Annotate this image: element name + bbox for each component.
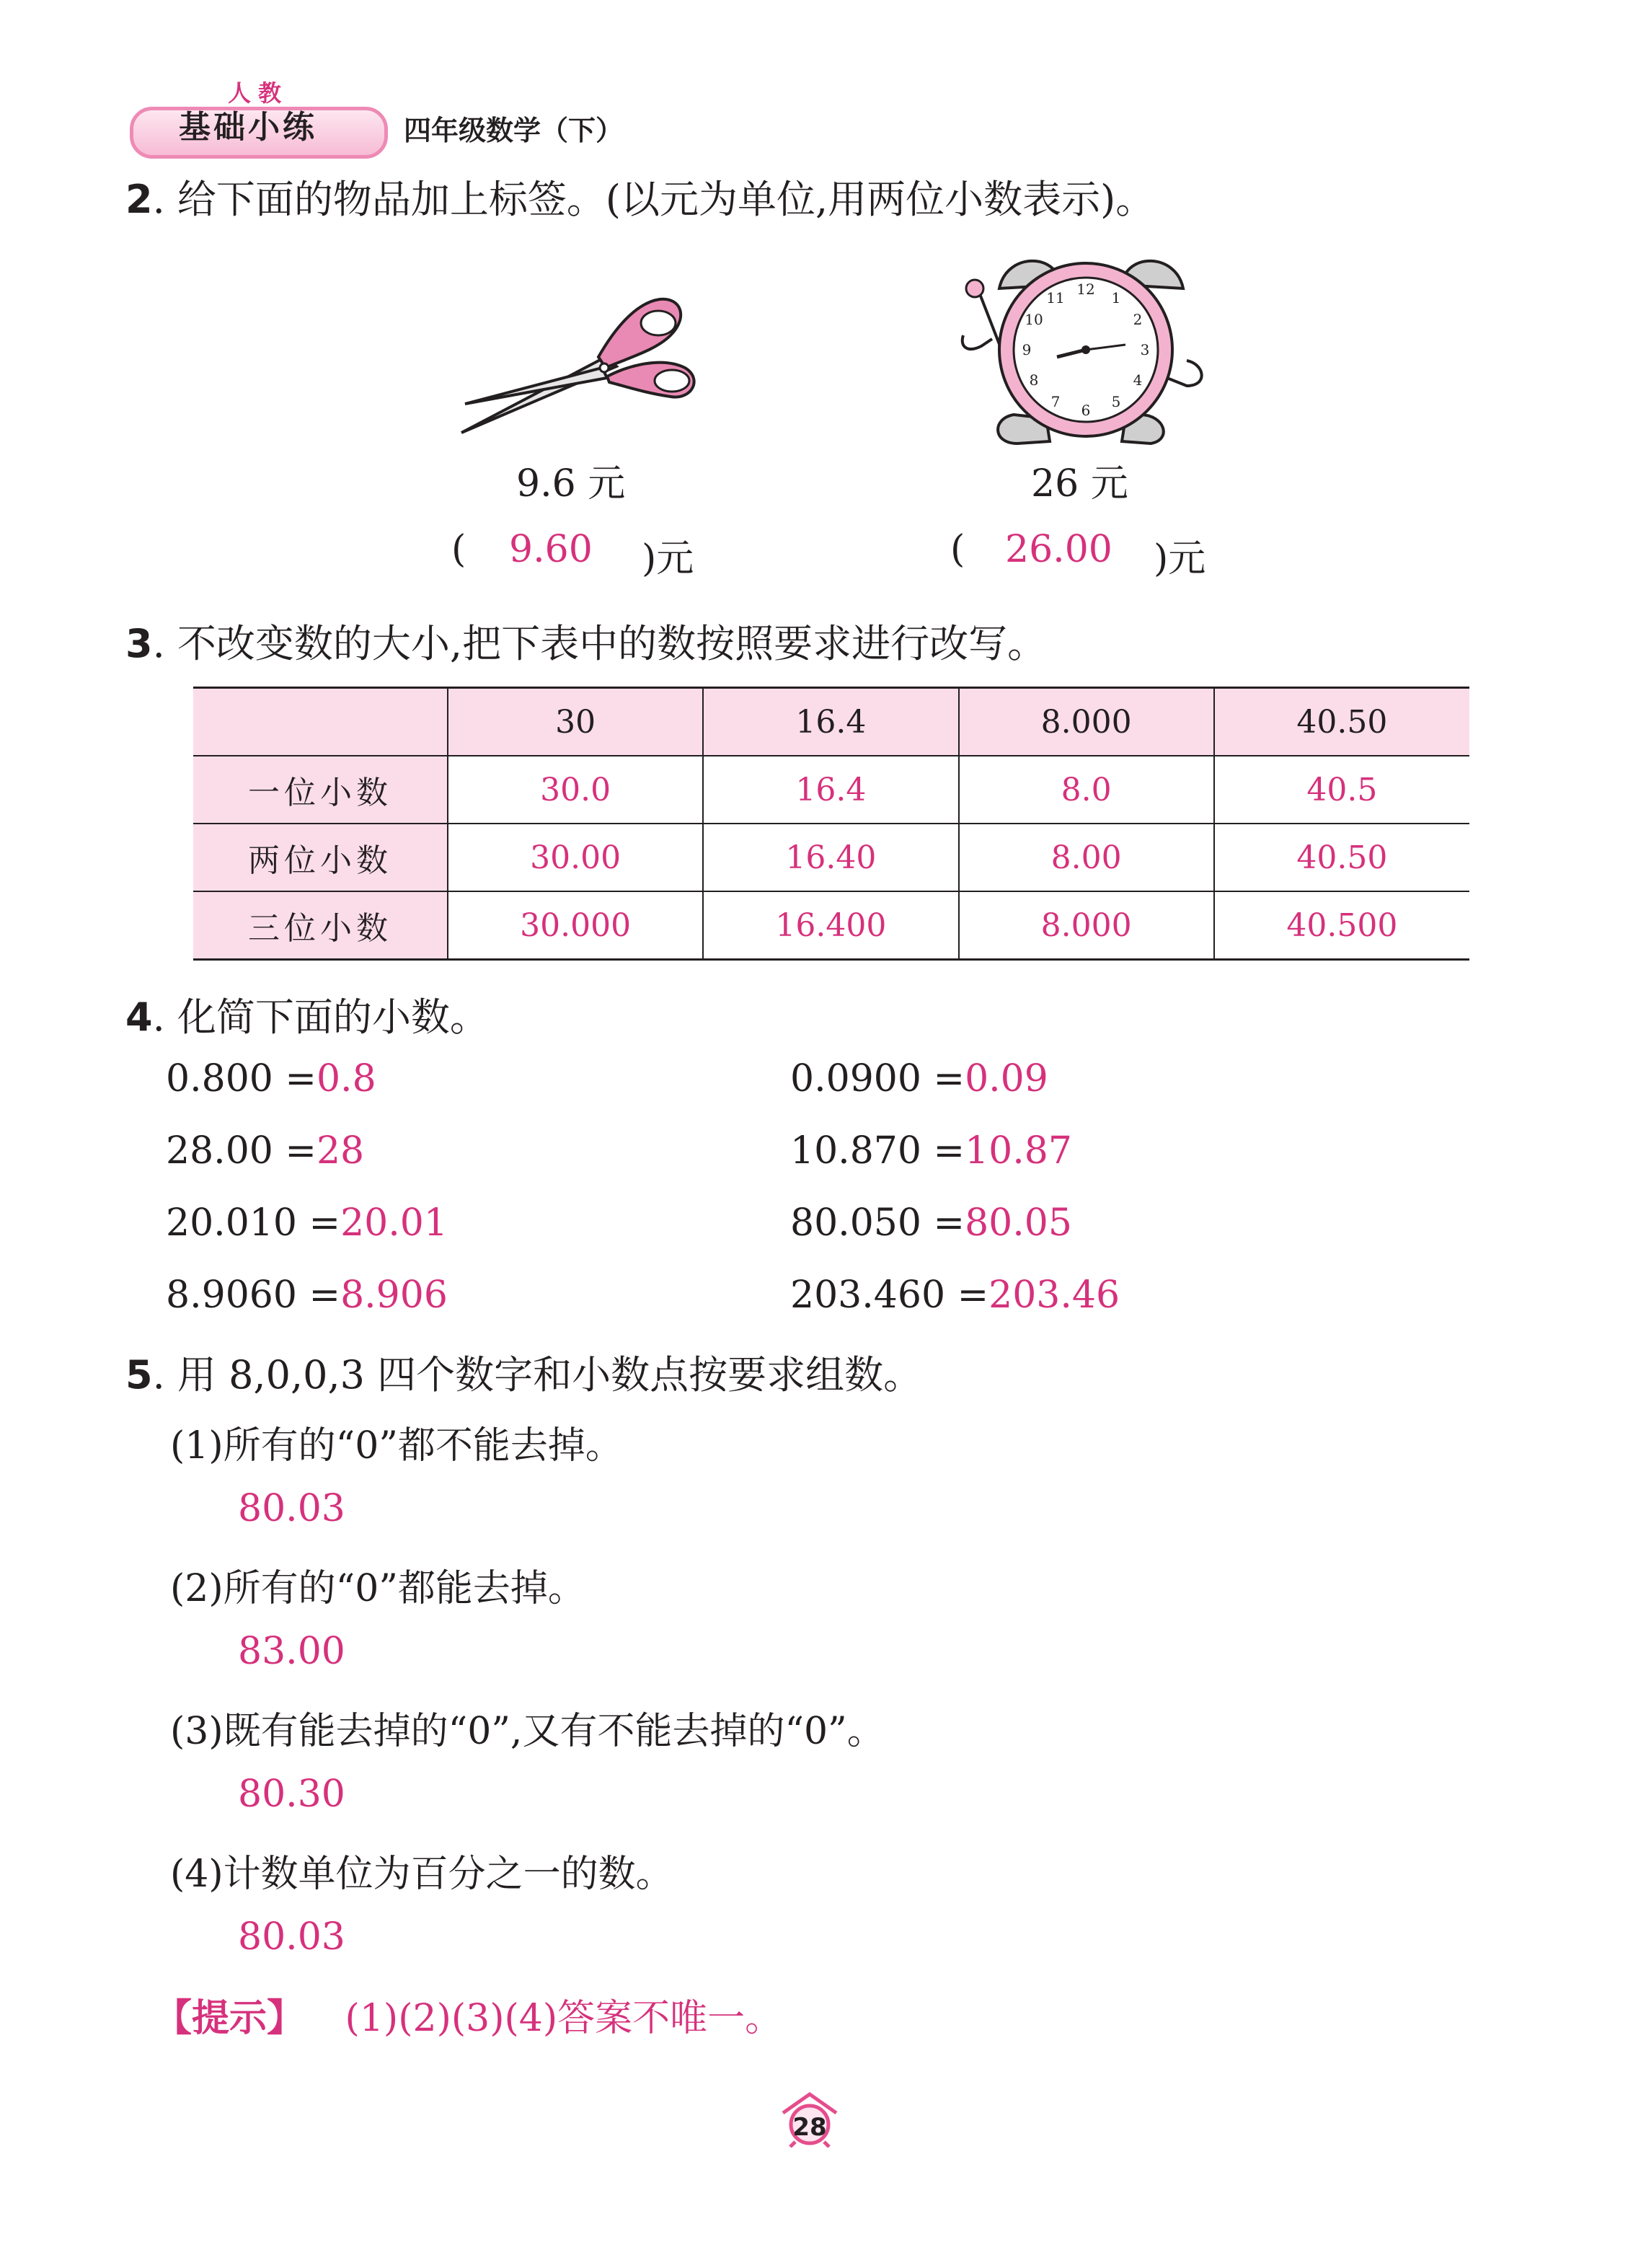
table-cell-answer: 30.000 (448, 891, 703, 960)
simplify-answer: 28 (316, 1129, 365, 1173)
row-label: 一位小数 (193, 756, 448, 824)
hint-label: 【提示】 (154, 1997, 305, 2040)
svg-text:6: 6 (1081, 402, 1091, 419)
simplify-item (166, 1129, 364, 1173)
svg-text:7: 7 (1050, 393, 1061, 410)
simplify-item (790, 1274, 1120, 1317)
row-label: 两位小数 (193, 824, 448, 891)
q5-number: 5 (125, 1352, 153, 1398)
table-header-cell: 8.000 (959, 688, 1214, 756)
svg-text:2: 2 (1133, 311, 1143, 328)
simplify-expr: 20.010 = (166, 1201, 341, 1245)
clock-answer-close: )元 (1154, 537, 1206, 581)
table-cell-answer: 16.4 (703, 756, 958, 824)
scissors-answer-open: ( (451, 528, 466, 571)
simplify-answer: 20.01 (340, 1201, 448, 1245)
simplify-expr: 0.800 = (166, 1057, 317, 1100)
table-header-cell (193, 688, 448, 756)
simplify-answer: 0.8 (316, 1057, 376, 1100)
q5-part-answer: 80.30 (238, 1773, 345, 1816)
svg-text:10: 10 (1025, 311, 1043, 328)
hint (154, 1987, 782, 2042)
svg-text:5: 5 (1111, 393, 1121, 410)
simplify-expr: 10.870 = (790, 1129, 965, 1173)
table-cell-answer: 8.000 (959, 891, 1214, 960)
q4-text: . 化简下面的小数。 (152, 994, 489, 1040)
header-series: 基础小练 (179, 109, 317, 146)
q4-number: 4 (125, 994, 153, 1040)
table-cell-answer: 16.40 (703, 824, 958, 891)
svg-text:9: 9 (1022, 341, 1032, 358)
q3-prompt (125, 613, 1046, 669)
scissors-answer: 9.60 (509, 528, 593, 571)
table-header-row (193, 688, 1469, 756)
table-cell-answer: 8.00 (959, 824, 1214, 891)
svg-text:11: 11 (1046, 289, 1065, 306)
table-row (193, 756, 1469, 824)
simplify-item (790, 1057, 1048, 1100)
q5-part-prompt: (1)所有的“0”都不能去掉。 (170, 1424, 623, 1468)
simplify-item (166, 1201, 448, 1245)
q4-prompt (125, 987, 489, 1042)
q5-text: . 用 8,0,0,3 四个数字和小数点按要求组数。 (152, 1352, 923, 1398)
simplify-item (790, 1129, 1072, 1173)
simplify-expr: 0.0900 = (790, 1057, 965, 1100)
simplify-answer: 80.05 (965, 1201, 1072, 1245)
q2-prompt (125, 169, 1154, 224)
table-row (193, 891, 1469, 960)
row-label: 三位小数 (193, 891, 448, 960)
table-cell-answer: 30.0 (448, 756, 703, 824)
clock-answer-open: ( (950, 528, 965, 571)
simplify-expr: 28.00 = (166, 1129, 317, 1173)
simplify-answer: 8.906 (340, 1274, 448, 1317)
svg-text:12: 12 (1076, 281, 1095, 298)
clock-answer: 26.00 (1005, 528, 1112, 571)
q2-number: 2 (125, 177, 153, 222)
svg-text:4: 4 (1133, 371, 1143, 389)
svg-text:3: 3 (1140, 341, 1150, 358)
table-cell-answer: 40.50 (1214, 824, 1469, 891)
header-grade: 四年级数学（下） (404, 115, 624, 146)
table-header-cell: 30 (448, 688, 703, 756)
simplify-expr: 8.9060 = (166, 1274, 341, 1317)
clock-price: 26 元 (1031, 462, 1128, 506)
simplify-answer: 203.46 (988, 1274, 1120, 1317)
table-cell-answer: 8.0 (959, 756, 1214, 824)
q2-text: . 给下面的物品加上标签。(以元为单位,用两位小数表示)。 (152, 177, 1155, 222)
q5-part-prompt: (3)既有能去掉的“0”,又有不能去掉的“0”。 (170, 1710, 885, 1753)
table-cell-answer: 40.5 (1214, 756, 1469, 824)
simplify-item (166, 1274, 448, 1317)
simplify-item (790, 1201, 1072, 1245)
svg-text:1: 1 (1111, 289, 1121, 306)
header-publisher: 人教 (228, 79, 289, 107)
simplify-item (166, 1057, 376, 1100)
table-cell-answer: 40.500 (1214, 891, 1469, 960)
q5-part-answer: 80.03 (238, 1487, 345, 1530)
hint-text: (1)(2)(3)(4)答案不唯一。 (345, 1997, 783, 2040)
q5-part-answer: 83.00 (238, 1630, 345, 1673)
table-cell-answer: 30.00 (448, 824, 703, 891)
table-row (193, 824, 1469, 891)
q5-prompt (125, 1344, 922, 1400)
table-header-cell: 40.50 (1214, 688, 1469, 756)
rewrite-table (193, 687, 1469, 961)
table-header-cell: 16.4 (703, 688, 958, 756)
q5-part-prompt: (2)所有的“0”都能去掉。 (170, 1567, 585, 1610)
simplify-answer: 0.09 (965, 1057, 1048, 1100)
q5-part-prompt: (4)计数单位为百分之一的数。 (170, 1853, 673, 1896)
simplify-expr: 203.460 = (790, 1274, 989, 1317)
svg-text:8: 8 (1029, 371, 1039, 389)
table-cell-answer: 16.400 (703, 891, 958, 960)
q5-part-answer: 80.03 (238, 1915, 345, 1959)
q3-text: . 不改变数的大小,把下表中的数按照要求进行改写。 (152, 621, 1047, 666)
q3-number: 3 (125, 621, 153, 666)
scissors-icon (454, 288, 699, 440)
page-number: 28 (792, 2113, 827, 2142)
alarm-clock-icon (949, 245, 1216, 447)
scissors-answer-close: )元 (642, 537, 694, 581)
simplify-expr: 80.050 = (790, 1201, 965, 1245)
scissors-price: 9.6 元 (516, 462, 626, 506)
simplify-answer: 10.87 (965, 1129, 1072, 1173)
